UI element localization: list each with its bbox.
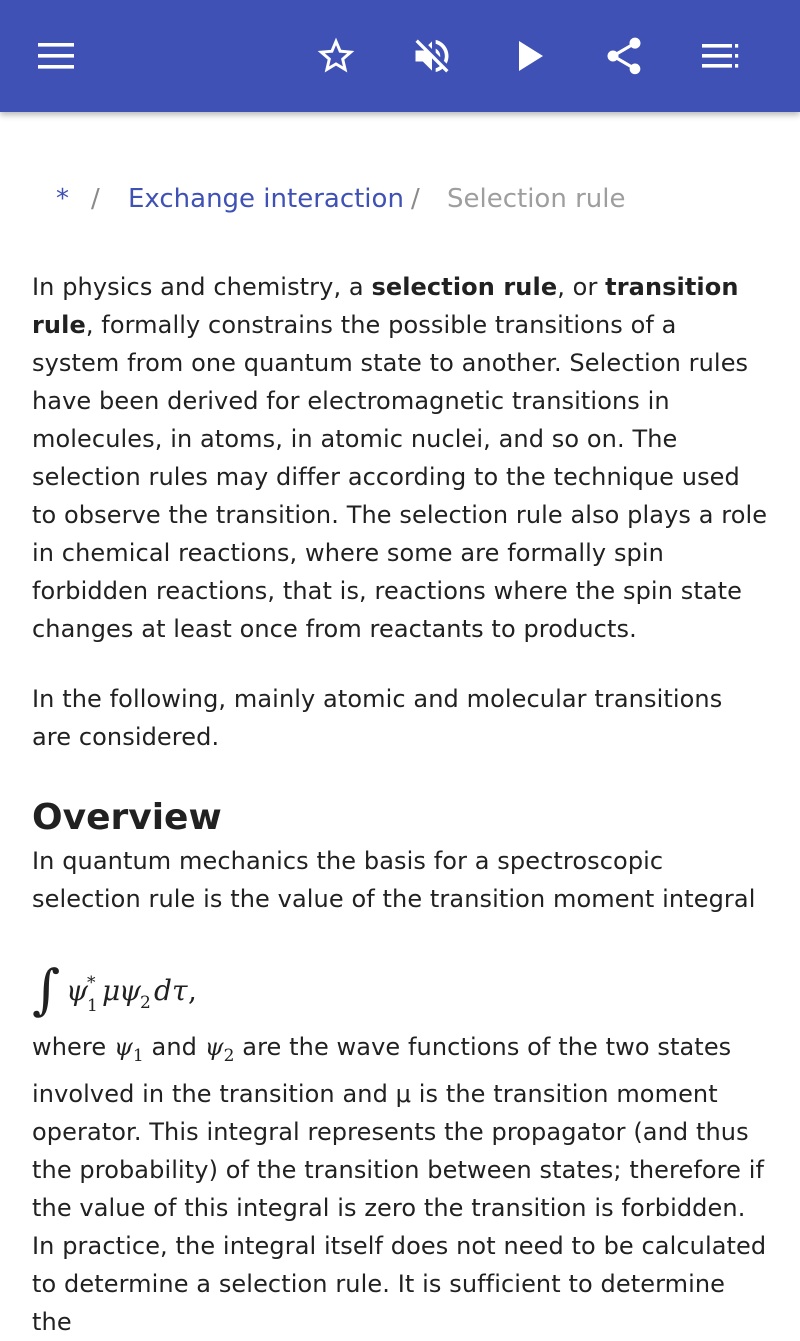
section-heading-overview: Overview — [32, 797, 222, 838]
intro-text: , or — [557, 273, 606, 301]
where-paragraph — [32, 1028, 768, 1341]
mu-symbol: μ — [102, 974, 121, 1007]
breadcrumb-separator: / — [91, 184, 100, 214]
subscript-1: 1 — [87, 996, 98, 1016]
where-text: where — [32, 1033, 114, 1061]
conjugate-star: * — [87, 973, 96, 993]
psi-symbol: ψ — [204, 1033, 224, 1061]
breadcrumb-current: Selection rule — [447, 184, 626, 214]
star-outline-icon — [314, 34, 358, 78]
intro-text: , formally constrains the possible transitions of a system from one quantum state to another. Selection rules have been derived for electromagnetic transitions in molecules, in atoms, in atomic nuclei, and so on. The selection rules may differ according to the technique used to observe the transition. The selection rule also plays a role in chemical reactions, where some are formally spin forbidden reactions, that is, reactions where the spin state changes at least once from reactants to products. — [32, 311, 768, 643]
playlist-icon — [700, 42, 740, 70]
breadcrumb-root-link[interactable]: * — [56, 184, 69, 214]
share-button[interactable] — [592, 24, 656, 88]
breadcrumb-separator: / — [411, 184, 420, 214]
transition-moment-integral-formula — [32, 948, 768, 1028]
psi-symbol: ψ — [119, 974, 141, 1007]
formula-comma: , — [188, 974, 197, 1007]
subscript-2: 2 — [223, 1046, 235, 1066]
paragraph-following: In the following, mainly atomic and molecular transitions are considered. — [32, 685, 723, 751]
app-bar — [0, 0, 800, 112]
overview-paragraph: In quantum mechanics the basis for a spectroscopic selection rule is the value of the transition moment integral — [32, 847, 756, 913]
where-text: are the wave functions of the two states involved in the transition and μ is the transition moment operator. This integral represents the propagator (and thus the probability) of the transition between states; therefore if the value of this integral is zero the transition is forbidden. In practice, the integral itself does not need to be calculated to determine a selection rule. It is sufficient to determine the — [32, 1033, 767, 1336]
article-content — [32, 112, 768, 1341]
d-symbol: d — [154, 974, 172, 1007]
bookmark-button[interactable] — [304, 24, 368, 88]
play-button[interactable] — [498, 24, 562, 88]
psi-symbol: ψ — [66, 974, 88, 1007]
playlist-button[interactable] — [688, 24, 752, 88]
integral-sign: ∫ — [32, 958, 61, 1021]
tau-symbol: τ — [172, 974, 188, 1007]
where-text: and — [143, 1033, 205, 1061]
intro-paragraph — [32, 268, 768, 648]
mute-button[interactable] — [400, 24, 464, 88]
breadcrumb-parent-link[interactable]: Exchange interaction — [128, 184, 404, 214]
play-icon — [515, 39, 545, 73]
subscript-1: 1 — [132, 1046, 144, 1066]
psi-symbol: ψ — [113, 1033, 133, 1061]
subscript-2: 2 — [140, 993, 151, 1013]
term-transition-rule: transition rule — [32, 273, 739, 339]
volume-off-icon — [410, 34, 454, 78]
menu-button[interactable] — [24, 24, 88, 88]
menu-icon — [36, 41, 76, 71]
intro-text: In physics and chemistry, a — [32, 273, 372, 301]
breadcrumb — [32, 182, 768, 216]
term-selection-rule: selection rule — [371, 273, 558, 301]
share-icon — [602, 34, 646, 78]
